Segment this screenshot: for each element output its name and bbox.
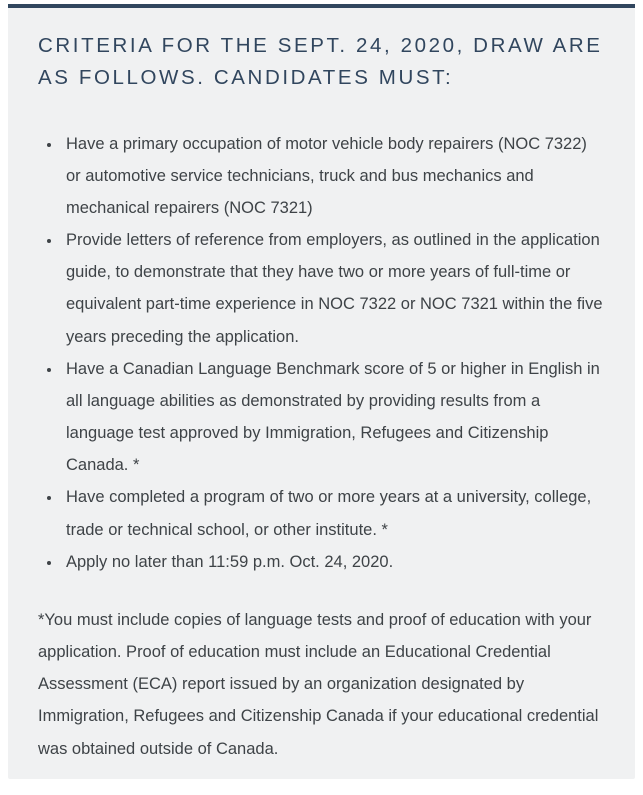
- criteria-item-deadline: • Apply no later than 11:59 p.m. Oct. 24, 2020.: [62, 546, 605, 578]
- criteria-item-occupation: • Have a primary occupation of motor vehicle body repairers (NOC 7322) or automotive service technicians, truck and bus mechanics and mechanical repairers (NOC 7321): [62, 128, 605, 225]
- criteria-box: [8, 4, 635, 779]
- criteria-item-language-benchmark: • Have a Canadian Language Benchmark score of 5 or higher in English in all language abilities as demonstrated by providing results from a language test approved by Immigration, Refugees and Citizenship Canada. *: [62, 353, 605, 482]
- criteria-item-reference-letters: • Provide letters of reference from employers, as outlined in the application guide, to demonstrate that they have two or more years of full-time or equivalent part-time experience in NOC 7322 or NOC 7321 within the five years preceding the application.: [62, 224, 605, 353]
- criteria-item-education-program: • Have completed a program of two or more years at a university, college, trade or technical school, or other institute. *: [62, 481, 605, 545]
- criteria-footnote: *You must include copies of language tests and proof of education with your application. Proof of education must include an Educational Credential Assessment (ECA) report issued by an organization designated by Immigration, Refugees and Citizenship Canada if your educational credential was obtained outside of Canada.: [38, 610, 599, 758]
- criteria-list: [38, 128, 605, 578]
- criteria-heading: CRITERIA FOR THE SEPT. 24, 2020, DRAW ARE AS FOLLOWS. CANDIDATES MUST:: [38, 34, 603, 89]
